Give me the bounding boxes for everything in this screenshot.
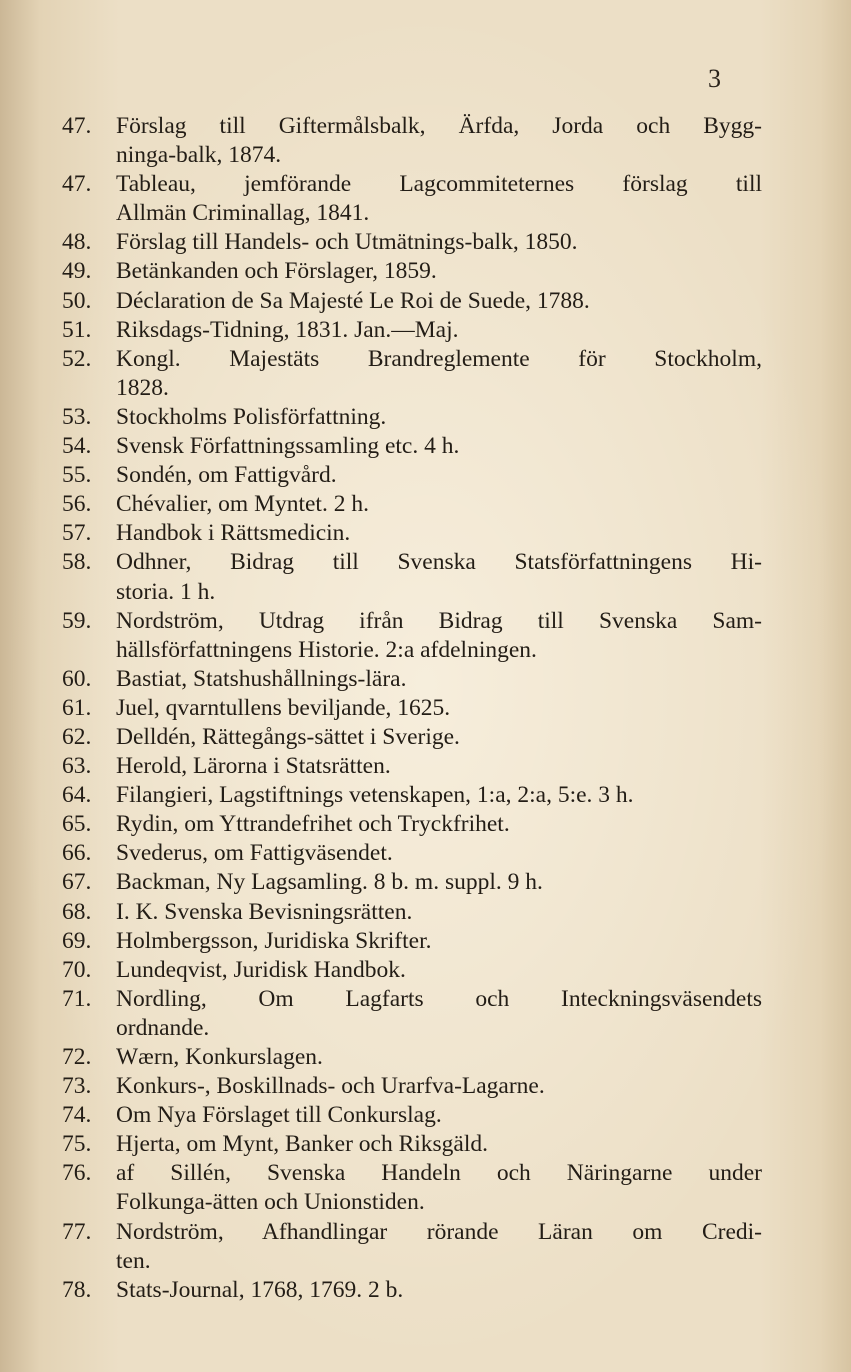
entry-line: ordnande.	[116, 1014, 210, 1041]
entry-text	[116, 432, 762, 461]
entry-line: Delldén, Rättegångs-sättet i Sverige.	[116, 723, 460, 750]
entry-line: Tableau, jemförande Lagcommiteternes förslag till	[116, 171, 762, 198]
entry-number: 59.	[62, 607, 92, 634]
entry-number: 62.	[62, 723, 92, 750]
catalog-entry	[62, 461, 762, 490]
catalog-entry	[62, 1159, 762, 1217]
entry-number: 52.	[62, 345, 92, 372]
entry-text	[116, 316, 762, 345]
entry-text	[116, 403, 762, 432]
catalog-entry	[62, 548, 762, 606]
entry-line: Stats-Journal, 1768, 1769. 2 b.	[116, 1276, 404, 1303]
entry-line: Om Nya Förslaget till Conkurslag.	[116, 1102, 442, 1129]
entry-text	[116, 898, 762, 927]
entry-line: storia. 1 h.	[116, 578, 216, 605]
catalog-entry	[62, 868, 762, 897]
entry-line: Bastiat, Statshushållnings-lära.	[116, 665, 407, 692]
entry-number: 61.	[62, 694, 92, 721]
entry-line: Stockholms Polisförfattning.	[116, 403, 387, 430]
entry-line: Odhner, Bidrag till Svenska Statsförfattningens Hi-	[116, 549, 762, 576]
entry-line: Nordström, Utdrag ifrån Bidrag till Svenska Sam-	[116, 607, 762, 634]
entry-text	[116, 985, 762, 1043]
entry-number: 57.	[62, 520, 92, 547]
entry-text	[116, 170, 762, 228]
catalog-entry	[62, 519, 762, 548]
entry-number: 53.	[62, 403, 92, 430]
entry-line: Betänkanden och Förslager, 1859.	[116, 258, 437, 285]
entry-text	[116, 665, 762, 694]
catalog-entry	[62, 723, 762, 752]
entry-text	[116, 781, 762, 810]
page-number: 3	[708, 64, 721, 93]
entry-number: 47.	[62, 113, 92, 139]
entry-text	[116, 1072, 762, 1101]
entry-line: Folkunga-ätten och Unionstiden.	[116, 1189, 425, 1216]
entry-text	[116, 694, 762, 723]
catalog-entry	[62, 287, 762, 316]
entry-text	[116, 1130, 762, 1159]
entry-number: 64.	[62, 782, 92, 809]
entry-line: Déclaration de Sa Majesté Le Roi de Suede, 1788.	[116, 287, 590, 314]
entry-line: Rydin, om Yttrandefrihet och Tryckfrihet.	[116, 811, 510, 838]
entry-number: 58.	[62, 549, 92, 576]
entry-text	[116, 287, 762, 316]
entry-text	[116, 927, 762, 956]
entry-text	[116, 548, 762, 606]
entry-text	[116, 723, 762, 752]
entry-line: Svederus, om Fattigväsendet.	[116, 840, 393, 867]
catalog-entry	[62, 316, 762, 345]
catalog-entry	[62, 1101, 762, 1130]
catalog-entry	[62, 257, 762, 286]
catalog-entry	[62, 752, 762, 781]
entry-text	[116, 607, 762, 665]
catalog-entry	[62, 1276, 762, 1305]
entry-text	[116, 112, 762, 170]
catalog-entry	[62, 170, 762, 228]
catalog-entry	[62, 490, 762, 519]
entry-number: 48.	[62, 229, 92, 256]
entry-number: 55.	[62, 462, 92, 489]
catalog-entry	[62, 956, 762, 985]
catalog-entry	[62, 1130, 762, 1159]
catalog-entry	[62, 403, 762, 432]
entry-line: Herold, Lärorna i Statsrätten.	[116, 753, 391, 780]
entry-line: I. K. Svenska Bevisningsrätten.	[116, 898, 413, 925]
entry-number: 60.	[62, 665, 92, 692]
entry-line: Kongl. Majestäts Brandreglemente för Stockholm,	[116, 345, 762, 372]
entry-text	[116, 1276, 762, 1305]
catalog-entry	[62, 694, 762, 723]
entry-text	[116, 519, 762, 548]
entry-number: 68.	[62, 898, 92, 925]
entry-line: af Sillén, Svenska Handeln och Näringarne under	[116, 1160, 762, 1187]
entry-number: 49.	[62, 258, 92, 285]
entry-line: Konkurs-, Boskillnads- och Urarfva-Lagarne.	[116, 1073, 545, 1100]
entry-text	[116, 345, 762, 403]
catalog-entry	[62, 112, 762, 170]
entry-number: 66.	[62, 840, 92, 867]
entry-number: 78.	[62, 1276, 92, 1303]
catalog-entry	[62, 228, 762, 257]
entry-line: Chévalier, om Myntet. 2 h.	[116, 491, 369, 518]
entry-text	[116, 490, 762, 519]
catalog-entry	[62, 432, 762, 461]
entry-line: ten.	[116, 1247, 151, 1274]
catalog-entry	[62, 781, 762, 810]
entry-text	[116, 1043, 762, 1072]
entry-number: 73.	[62, 1073, 92, 1100]
entry-number: 65.	[62, 811, 92, 838]
catalog-entry	[62, 1072, 762, 1101]
catalog-entry	[62, 898, 762, 927]
catalog-entry	[62, 607, 762, 665]
entry-line: Juel, qvarntullens beviljande, 1625.	[116, 694, 451, 721]
entry-line: Handbok i Rättsmedicin.	[116, 520, 351, 547]
entry-text	[116, 257, 762, 286]
entry-text	[116, 1159, 762, 1217]
entry-text	[116, 752, 762, 781]
entry-line: Nordström, Afhandlingar rörande Läran om Credi-	[116, 1218, 762, 1245]
entry-line: Svensk Författningssamling etc. 4 h.	[116, 433, 460, 460]
catalog-entry	[62, 665, 762, 694]
catalog-entry	[62, 839, 762, 868]
entry-number: 69.	[62, 927, 92, 954]
entry-line: Hjerta, om Mynt, Banker och Riksgäld.	[116, 1131, 489, 1158]
catalog-entry	[62, 810, 762, 839]
entry-number: 72.	[62, 1044, 92, 1070]
entry-number: 56.	[62, 491, 92, 518]
entry-number: 51.	[62, 316, 92, 343]
entry-number: 54.	[62, 433, 92, 460]
entry-number: 77.	[62, 1218, 92, 1245]
entry-text	[116, 1218, 762, 1276]
entry-line: Holmbergsson, Juridiska Skrifter.	[116, 927, 432, 954]
entry-number: 47.	[62, 171, 92, 198]
entry-line: Sondén, om Fattigvård.	[116, 462, 337, 489]
entry-line: Filangieri, Lagstiftnings vetenskapen, 1:a, 2:a, 5:e. 3 h.	[116, 782, 634, 809]
entry-number: 74.	[62, 1102, 92, 1129]
entry-line: Allmän Criminallag, 1841.	[116, 200, 370, 227]
entry-text	[116, 956, 762, 985]
entry-number: 63.	[62, 753, 92, 780]
entry-line: Förslag till Giftermålsbalk, Ärfda, Jorda och Bygg-	[116, 113, 762, 139]
entry-line: hällsförfattningens Historie. 2:a afdelningen.	[116, 636, 537, 663]
catalog-entry	[62, 345, 762, 403]
entry-text	[116, 839, 762, 868]
entry-line: 1828.	[116, 374, 169, 401]
entry-line: Backman, Ny Lagsamling. 8 b. m. suppl. 9 h.	[116, 869, 543, 896]
entry-line: ninga-balk, 1874.	[116, 142, 282, 169]
entry-line: Riksdags-Tidning, 1831. Jan.—Maj.	[116, 316, 459, 343]
catalog-entry	[62, 1218, 762, 1276]
entry-text	[116, 810, 762, 839]
catalog-entry	[62, 985, 762, 1043]
entry-text	[116, 1101, 762, 1130]
entry-number: 75.	[62, 1131, 92, 1158]
catalog-entry	[62, 927, 762, 956]
entry-number: 76.	[62, 1160, 92, 1187]
entry-line: Lundeqvist, Juridisk Handbok.	[116, 956, 406, 983]
entry-number: 67.	[62, 869, 92, 896]
catalog-list	[62, 112, 762, 1305]
entry-line: Nordling, Om Lagfarts och Inteckningsväsendets	[116, 985, 762, 1012]
entry-text	[116, 461, 762, 490]
entry-number: 71.	[62, 985, 92, 1012]
entry-text	[116, 228, 762, 257]
entry-line: Wærn, Konkurslagen.	[116, 1044, 323, 1070]
catalog-entry	[62, 1043, 762, 1072]
entry-text	[116, 868, 762, 897]
entry-number: 70.	[62, 956, 92, 983]
entry-number: 50.	[62, 287, 92, 314]
entry-line: Förslag till Handels- och Utmätnings-balk, 1850.	[116, 229, 578, 256]
